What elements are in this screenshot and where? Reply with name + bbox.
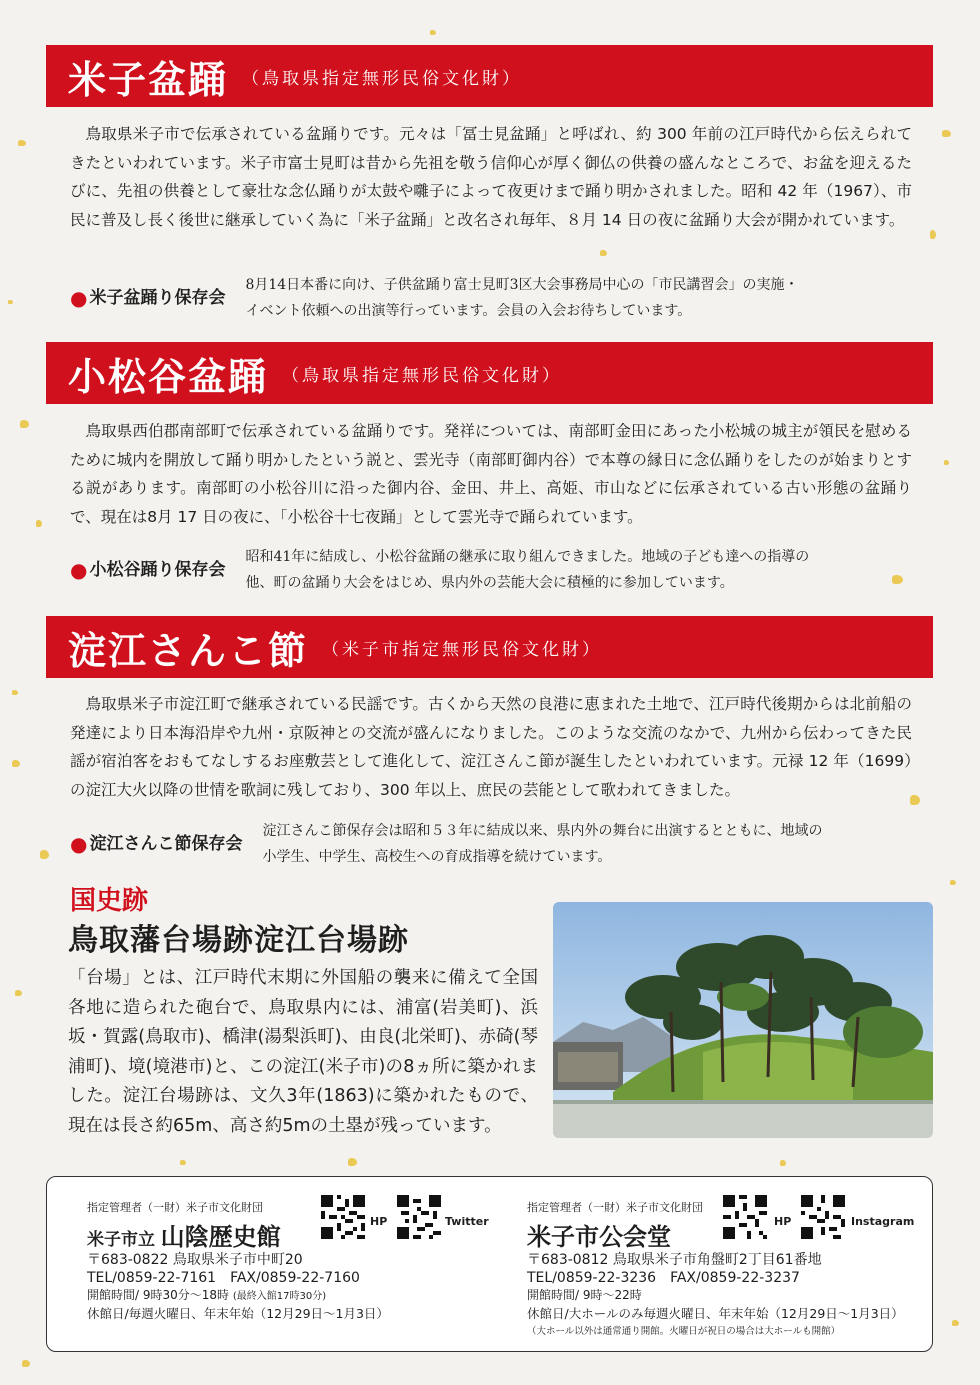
hours-note: (最終入館17時30分) — [232, 1291, 327, 1302]
facility-closed-note: （大ホール以外は通常通り開館。火曜日が祝日の場合は大ホールも開館） — [527, 1326, 841, 1337]
yodoe-battery-photo — [553, 902, 933, 1138]
society-description — [262, 818, 822, 870]
heritage-title: 鳥取藩台場跡淀江台場跡 — [68, 923, 409, 958]
society-name — [70, 818, 242, 870]
facility-name-main: 山陰歴史館 — [160, 1223, 281, 1251]
qr-label-twitter: Twitter — [445, 1215, 489, 1228]
qr-code-twitter-icon[interactable] — [397, 1195, 441, 1239]
heritage-tag: 国史跡 — [70, 886, 149, 916]
facility-name — [87, 1217, 281, 1252]
society-desc-line-2: 他、町の盆踊り大会をはじめ、県内外の芸能大会に積極的に参加しています。 — [245, 575, 734, 591]
bullet-icon: ● — [70, 832, 88, 856]
hours-text: 開館時間/ 9時30分〜18時 — [87, 1288, 230, 1302]
society-description — [245, 272, 798, 324]
facility-tel-fax: TEL/0859-22-3236 FAX/0859-22-3237 — [527, 1270, 800, 1286]
section-body: 鳥取県西伯郡南部町で伝承されている盆踊りです。発祥については、南部町金田にあった小松城の城主が領民を慰めるために城内を開放して踊り明かしたという説と、雲光寺（南部町御内谷）で本尊の縁日に念仏踊りをしたのが始まりとする説があります。南部町の小松谷川に沿った御内谷、金田、井上、高姫、市山などに伝承されている古い形態の盆踊りで、現在は8月 17 日の夜に、「小松谷十七夜踊」として雲光寺で踊られています。 — [70, 422, 912, 526]
facility-address: 〒683-0822 鳥取県米子市中町20 — [87, 1252, 303, 1268]
society-desc-line-1: 淀江さんこ節保存会は昭和５３年に結成以来、県内外の舞台に出演するとともに、地域の — [262, 823, 823, 839]
facility-name-main: 米子市公会堂 — [527, 1223, 671, 1251]
preservation-society — [70, 818, 920, 870]
society-name-text: 小松谷踊り保存会 — [89, 560, 226, 580]
section-body: 鳥取県米子市で伝承されている盆踊りです。元々は「冨士見盆踊」と呼ばれ、約 300 年前の江戸時代から伝えられてきたといわれています。米子市富士見町は昔から先祖を敬う信仰心が厚く御仏の供養の盛んなところで、お盆を迎えるたびに、先祖の供養として豪壮な念仏踊りが太鼓や囃子によって夜更けまで踊り明かされました。昭和 42 年（1967）、市民に普及し長く後世に継承していく為に「米子盆踊」と改名され毎年、８月 14 日の夜に盆踊り大会が開かれています。 — [70, 125, 912, 229]
society-name — [70, 272, 225, 324]
facility-hours: 開館時間/ 9時〜22時 — [527, 1288, 642, 1302]
society-name-text: 米子盆踊り保存会 — [89, 288, 226, 308]
section-banner-yonago-bon-odori — [46, 45, 933, 107]
facility-manager: 指定管理者（一財）米子市文化財団 — [527, 1201, 703, 1214]
society-name-text: 淀江さんこ節保存会 — [89, 834, 243, 854]
qr-label-instagram: Instagram — [851, 1215, 915, 1228]
facility-hours — [87, 1286, 326, 1303]
society-desc-line-2: イベント依頼への出演等行っています。会員の入会お待ちしています。 — [245, 303, 692, 319]
section-banner-yodoe-sanko-bushi — [46, 616, 933, 678]
qr-code-hp-icon[interactable] — [321, 1195, 365, 1239]
preservation-society — [70, 544, 920, 596]
society-description — [245, 544, 809, 596]
section-banner-komatsudani-bon-odori — [46, 342, 933, 404]
society-desc-line-1: 昭和41年に結成し、小松谷盆踊の継承に取り組んできました。地域の子ども達への指導の — [245, 549, 810, 565]
facility-address: 〒683-0812 鳥取県米子市角盤町2丁目61番地 — [527, 1252, 822, 1268]
qr-label-hp: HP — [774, 1215, 792, 1228]
section-title: 淀江さんこ節 — [68, 627, 309, 673]
section-title: 米子盆踊 — [68, 56, 229, 102]
qr-code-hp-icon[interactable] — [723, 1195, 767, 1239]
facility-closed-days: 休館日/大ホールのみ毎週火曜日、年末年始（12月29日〜1月3日） — [527, 1306, 904, 1321]
facility-tel-fax: TEL/0859-22-7161 FAX/0859-22-7160 — [87, 1270, 360, 1286]
society-desc-line-2: 小学生、中学生、高校生への育成指導を続けています。 — [262, 849, 612, 865]
bullet-icon: ● — [70, 558, 88, 582]
society-desc-line-1: 8月14日本番に向け、子供盆踊り富士見町3区大会事務局中心の「市民講習会」の実施・ — [245, 277, 799, 293]
section-subtitle: （鳥取県指定無形民俗文化財） — [282, 365, 563, 386]
section-subtitle: （鳥取県指定無形民俗文化財） — [242, 68, 523, 89]
facility-closed-days: 休館日/毎週火曜日、年末年始（12月29日〜1月3日） — [87, 1306, 389, 1321]
section-title: 小松谷盆踊 — [68, 353, 269, 399]
section-body: 鳥取県米子市淀江町で継承されている民謡です。古くから天然の良港に恵まれた土地で、江戸時代後期からは北前船の発達により日本海沿岸や九州・京阪神との交流が盛んになりました。このような交流のなかで、九州から伝わってきた民謡が宿泊客をおもてなしするお座敷芸として進化して、淀江さんこ節が誕生したといわれています。元禄 12 年（1699）の淀江大火以降の世情を歌詞に残しており、300 年以上、庶民の芸能として歌われてきました。 — [70, 695, 912, 799]
preservation-society — [70, 272, 920, 324]
footer-contact-box — [46, 1176, 933, 1352]
bullet-icon: ● — [70, 286, 88, 310]
section-subtitle: （米子市指定無形民俗文化財） — [322, 639, 603, 660]
heritage-body: 「台場」とは、江戸時代末期に外国船の襲来に備えて全国各地に造られた砲台で、鳥取県内には、浦富(岩美町)、浜坂・賀露(鳥取市)、橋津(湯梨浜町)、由良(北栄町)、赤碕(琴浦町)、境(境港市)と、この淀江(米子市)の8ヵ所に築かれました。淀江台場跡は、文久3年(1863)に築かれたもので、現在は長さ約65m、高さ約5mの土塁が残っています。 — [68, 968, 538, 1136]
facility-name-prefix: 米子市立 — [87, 1230, 155, 1250]
qr-label-hp: HP — [370, 1215, 388, 1228]
qr-code-instagram-icon[interactable] — [801, 1195, 845, 1239]
facility-manager: 指定管理者（一財）米子市文化財団 — [87, 1201, 263, 1214]
society-name — [70, 544, 225, 596]
